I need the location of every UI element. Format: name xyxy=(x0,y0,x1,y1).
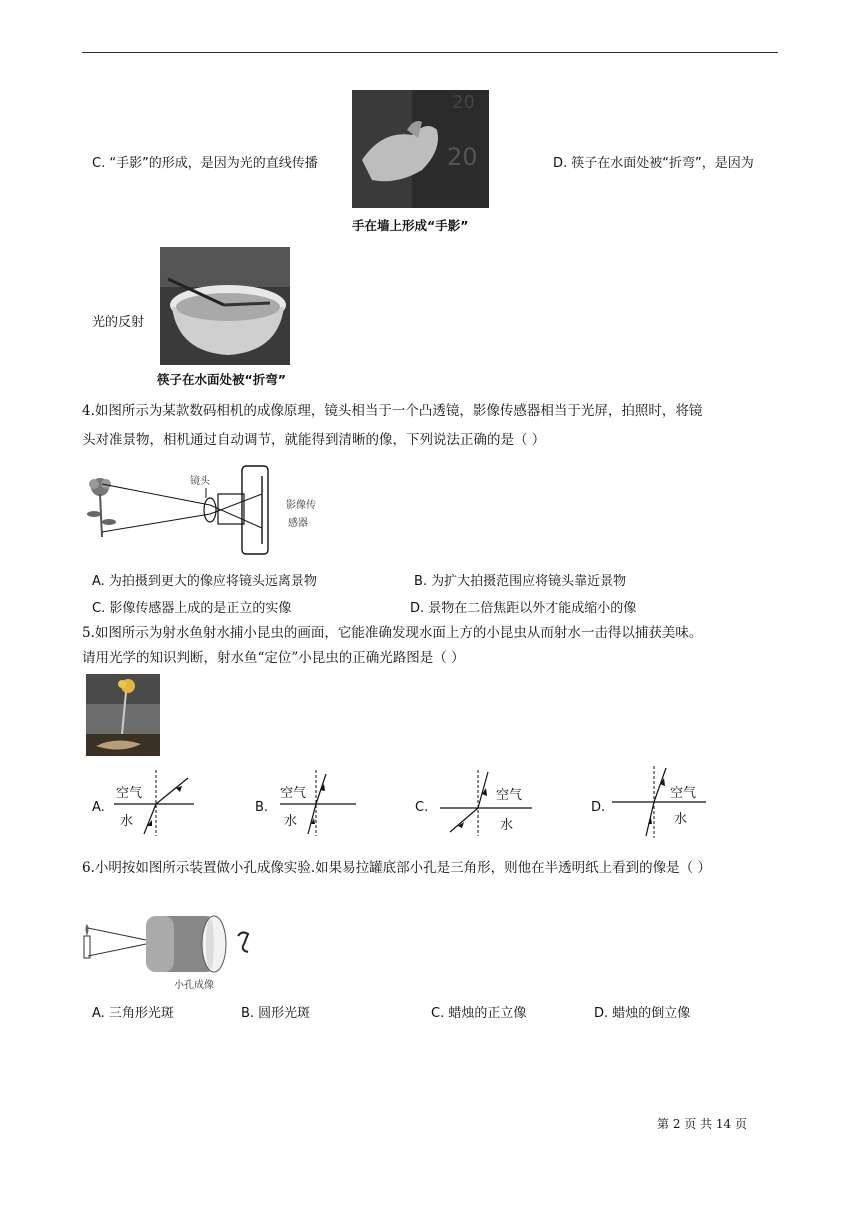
q5-stem-line2: 请用光学的知识判断，射水鱼“定位”小昆虫的正确光路图是（ ） xyxy=(82,650,465,666)
q6-option-d[interactable]: D. 蜡烛的倒立像 xyxy=(594,1006,691,1021)
q3-option-c[interactable]: C. “手影”的形成，是因为光的直线传播 xyxy=(92,156,318,171)
water-label: 水 xyxy=(674,812,688,827)
water-label: 水 xyxy=(284,814,298,829)
q5-label-c[interactable]: C. xyxy=(415,800,429,815)
q6-option-b[interactable]: B. 圆形光斑 xyxy=(241,1006,311,1021)
q6-stem-line1: 6.小明按如图所示装置做小孔成像实验.如果易拉罐底部小孔是三角形，则他在半透明纸上看到的像是（ ） xyxy=(82,860,711,876)
q5-stem-line1: 5.如图所示为射水鱼射水捕小昆虫的画面，它能准确发现水面上方的小昆虫从而射水一击得以捕获美味。 xyxy=(82,625,703,641)
q5-label-d[interactable]: D. xyxy=(591,800,606,815)
svg-text:20: 20 xyxy=(447,143,478,171)
q5-label-a[interactable]: A. xyxy=(92,800,105,815)
pinhole-diagram xyxy=(82,910,272,990)
lens-label: 镜头 xyxy=(190,476,210,487)
q5-diagram-b[interactable] xyxy=(276,768,366,838)
q4-option-a[interactable]: A. 为拍摄到更大的像应将镜头远离景物 xyxy=(92,574,317,589)
q4-option-d[interactable]: D. 景物在二倍焦距以外才能成缩小的像 xyxy=(410,601,637,616)
q5-label-b[interactable]: B. xyxy=(255,800,269,815)
archerfish-photo xyxy=(86,674,160,756)
sensor-label-2: 感器 xyxy=(288,518,308,529)
air-label: 空气 xyxy=(670,786,697,801)
air-label: 空气 xyxy=(496,788,523,803)
chopstick-bowl-photo xyxy=(160,247,290,365)
q3-option-d[interactable]: D. 筷子在水面处被“折弯”，是因为 xyxy=(553,156,754,171)
q6-option-a[interactable]: A. 三角形光斑 xyxy=(92,1006,174,1021)
svg-text:20: 20 xyxy=(452,92,475,113)
water-label: 水 xyxy=(500,818,514,833)
chopstick-caption: 筷子在水面处被“折弯” xyxy=(157,372,286,387)
q4-option-c[interactable]: C. 影像传感器上成的是正立的实像 xyxy=(92,601,292,616)
hand-shadow-caption: 手在墙上形成“手影” xyxy=(352,218,469,233)
q4-stem-line1: 4.如图所示为某款数码相机的成像原理，镜头相当于一个凸透镜，影像传感器相当于光屏，拍照时，将镜 xyxy=(82,403,703,419)
page-number: 第 2 页 共 14 页 xyxy=(657,1117,747,1131)
air-label: 空气 xyxy=(280,786,307,801)
air-label: 空气 xyxy=(116,786,143,801)
hand-shadow-photo xyxy=(352,90,489,208)
sensor-label-1: 影像传 xyxy=(286,500,316,511)
q5-diagram-c[interactable] xyxy=(436,768,536,838)
q6-option-c[interactable]: C. 蜡烛的正立像 xyxy=(431,1006,527,1021)
water-label: 水 xyxy=(120,814,134,829)
header-rule xyxy=(82,52,778,53)
camera-diagram xyxy=(82,462,344,558)
q3-option-d-cont: 光的反射 xyxy=(92,315,145,330)
q5-diagram-a[interactable] xyxy=(108,768,198,838)
q5-diagram-d[interactable] xyxy=(610,764,710,840)
q4-option-b[interactable]: B. 为扩大拍摄范围应将镜头靠近景物 xyxy=(414,574,627,589)
q4-stem-line2: 头对准景物，相机通过自动调节，就能得到清晰的像，下列说法正确的是（ ） xyxy=(82,432,546,448)
pinhole-caption: 小孔成像 xyxy=(174,980,214,991)
